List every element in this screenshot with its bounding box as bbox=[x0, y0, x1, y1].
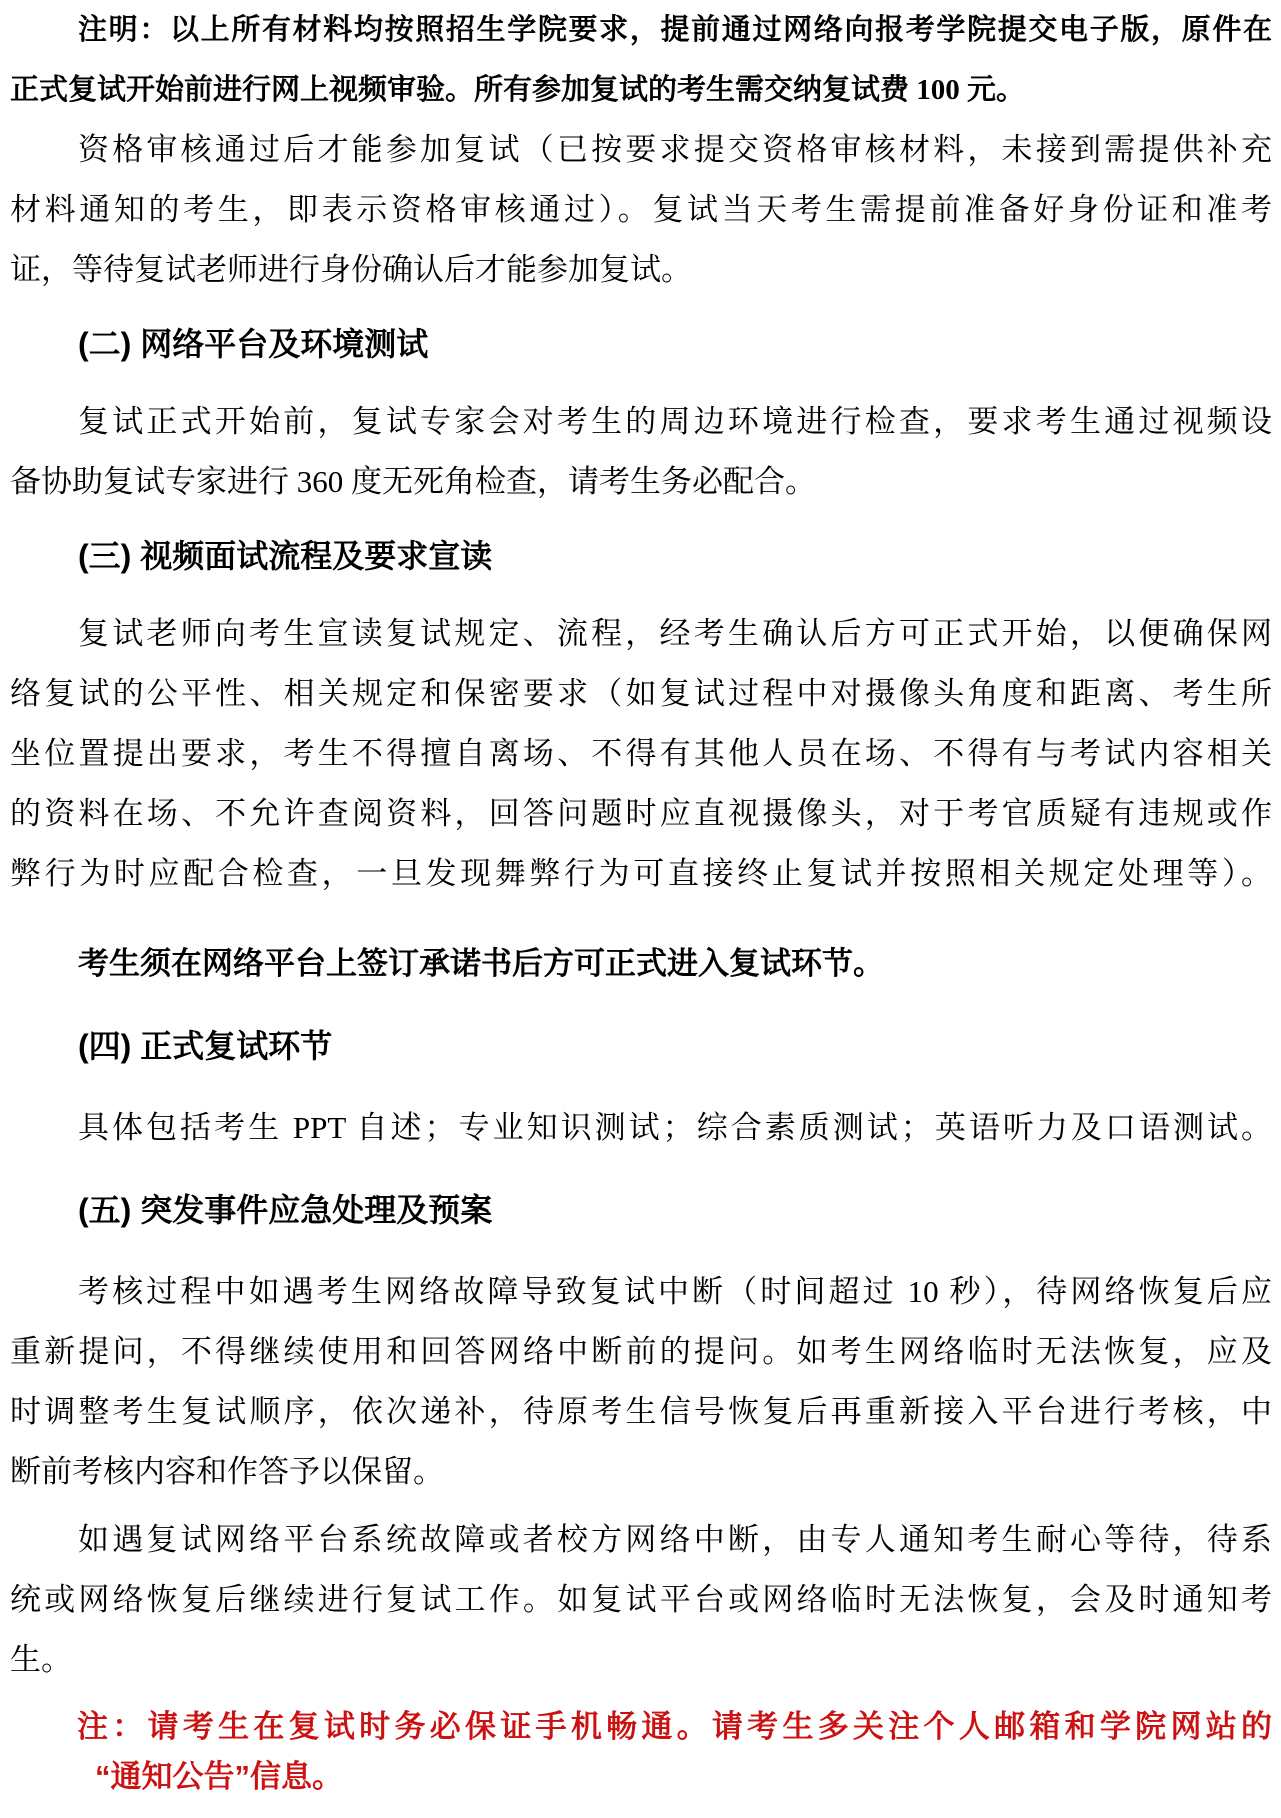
paragraph-line: 资格审核通过后才能参加复试（已按要求提交资格审核材料，未接到需提供补充 bbox=[78, 132, 1272, 167]
paragraph-line: 重新提问，不得继续使用和回答网络中断前的提问。如考生网络临时无法恢复，应及 bbox=[10, 1334, 1272, 1369]
paragraph-line: 弊行为时应配合检查，一旦发现舞弊行为可直接终止复试并按照相关规定处理等）。 bbox=[10, 856, 1272, 891]
phone-reminder-note bbox=[10, 1702, 1272, 1802]
section-5-paragraph-2 bbox=[10, 1510, 1272, 1690]
paragraph-line: 的资料在场、不允许查阅资料，回答问题时应直视摄像头，对于考官质疑有违规或作 bbox=[10, 796, 1272, 831]
qualification-paragraph bbox=[10, 120, 1272, 300]
paragraph-line: 注：请考生在复试时务必保证手机畅通。请考生多关注个人邮箱和学院网站的 bbox=[77, 1709, 1272, 1744]
section-2-heading: (二) 网络平台及环境测试 bbox=[78, 326, 429, 362]
commitment-statement: 考生须在网络平台上签订承诺书后方可正式进入复试环节。 bbox=[78, 946, 884, 981]
section-5-paragraph-1 bbox=[10, 1262, 1272, 1502]
paragraph-line: 复试老师向考生宣读复试规定、流程，经考生确认后方可正式开始，以便确保网 bbox=[78, 616, 1272, 651]
paragraph-line: 络复试的公平性、相关规定和保密要求（如复试过程中对摄像头角度和距离、考生所 bbox=[10, 676, 1272, 711]
paragraph-line: 时调整考生复试顺序，依次递补，待原考生信号恢复后再重新接入平台进行考核，中 bbox=[10, 1394, 1272, 1429]
paragraph-line: 复试正式开始前，复试专家会对考生的周边环境进行检查，要求考生通过视频设 bbox=[78, 404, 1272, 439]
paragraph-line: 生。 bbox=[10, 1642, 72, 1677]
paragraph-line: 坐位置提出要求，考生不得擅自离场、不得有其他人员在场、不得有与考试内容相关 bbox=[10, 736, 1272, 771]
paragraph-line: 统或网络恢复后继续进行复试工作。如复试平台或网络临时无法恢复，会及时通知考 bbox=[10, 1582, 1272, 1617]
paragraph-line: 断前考核内容和作答予以保留。 bbox=[10, 1454, 444, 1489]
paragraph-line: 备协助复试专家进行 360 度无死角检查，请考生务必配合。 bbox=[10, 464, 816, 499]
paragraph-line: 如遇复试网络平台系统故障或者校方网络中断，由专人通知考生耐心等待，待系 bbox=[78, 1522, 1272, 1557]
section-4-heading: (四) 正式复试环节 bbox=[78, 1028, 333, 1064]
paragraph-line: 正式复试开始前进行网上视频审验。所有参加复试的考生需交纳复试费 100 元。 bbox=[10, 74, 1026, 106]
paragraph-line: 材料通知的考生，即表示资格审核通过）。复试当天考生需提前准备好身份证和准考 bbox=[10, 192, 1272, 227]
section-2-paragraph bbox=[10, 392, 1272, 512]
paragraph-line: 具体包括考生 PPT 自述；专业知识测试；综合素质测试；英语听力及口语测试。 bbox=[78, 1110, 1272, 1145]
paragraph-line: 考核过程中如遇考生网络故障导致复试中断（时间超过 10 秒），待网络恢复后应 bbox=[78, 1274, 1272, 1309]
paragraph-line: 证，等待复试老师进行身份确认后才能参加复试。 bbox=[10, 252, 692, 287]
paragraph-line: “通知公告”信息。 bbox=[95, 1759, 343, 1794]
section-5-heading: (五) 突发事件应急处理及预案 bbox=[78, 1192, 493, 1228]
section-3-heading: (三) 视频面试流程及要求宣读 bbox=[78, 538, 493, 574]
section-4-paragraph bbox=[10, 1098, 1272, 1158]
intro-note-paragraph bbox=[10, 0, 1272, 120]
section-3-paragraph bbox=[10, 604, 1272, 904]
paragraph-line: 注明：以上所有材料均按照招生学院要求，提前通过网络向报考学院提交电子版，原件在 bbox=[78, 14, 1272, 46]
